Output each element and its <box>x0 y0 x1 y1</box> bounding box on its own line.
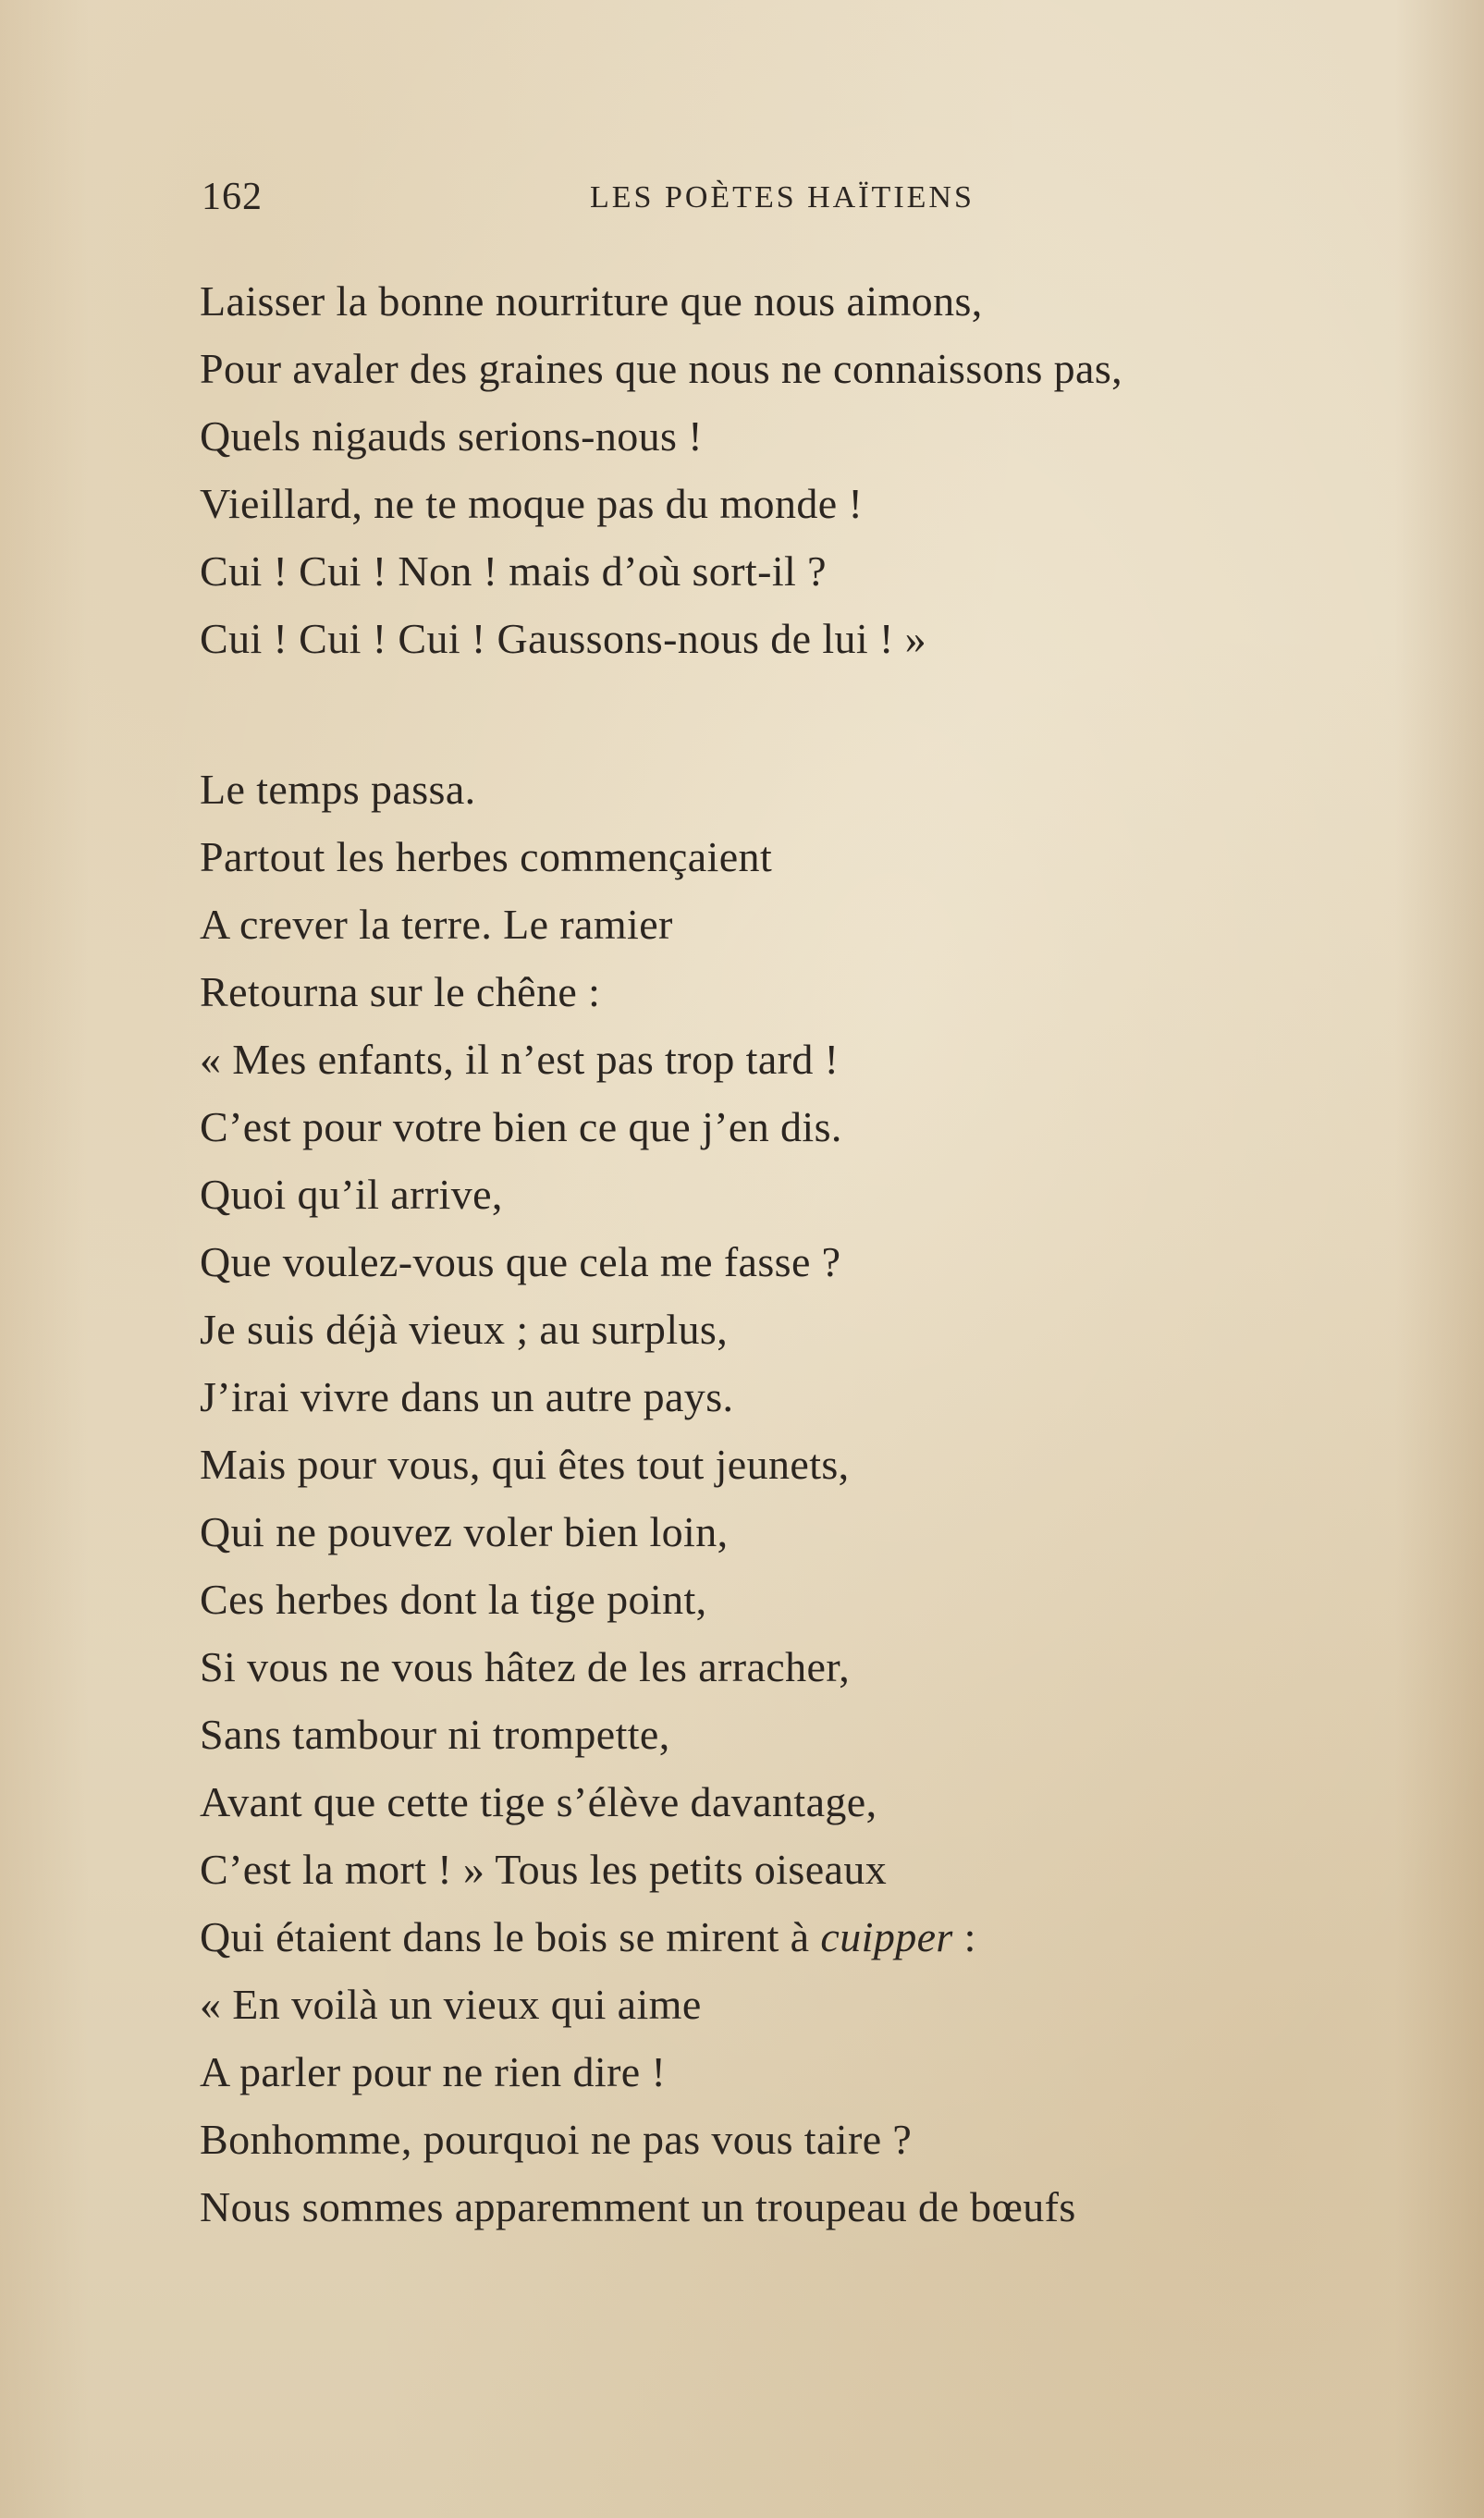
poem-line: Cui ! Cui ! Cui ! Gaussons-nous de lui ! » <box>200 615 926 662</box>
poem-line: Partout les herbes commençaient <box>200 833 773 880</box>
poem-line: Laisser la bonne nourriture que nous aimons, <box>200 277 983 325</box>
poem-line: Avant que cette tige s’élève davantage, <box>200 1778 877 1825</box>
italic-word: cuipper <box>820 1913 953 1960</box>
poem-line: Le temps passa. <box>200 766 476 813</box>
poem-line: Cui ! Cui ! Non ! mais d’où sort-il ? <box>200 547 827 595</box>
poem-line: Qui ne pouvez voler bien loin, <box>200 1508 729 1555</box>
poem-line: Retourna sur le chêne : <box>200 968 601 1015</box>
poem-line: A crever la terre. Le ramier <box>200 901 673 948</box>
poem-line: A parler pour ne rien dire ! <box>200 2048 667 2095</box>
poem-line: Nous sommes apparemment un troupeau de bœufs <box>200 2183 1076 2230</box>
running-title: LES POÈTES HAÏTIENS <box>590 180 975 215</box>
line-punctuation: : <box>952 1913 976 1960</box>
page-number: 162 <box>202 176 263 218</box>
poem-line-with-italic <box>200 1910 976 1965</box>
poem-line: Ces herbes dont la tige point, <box>200 1576 707 1623</box>
poem-line: J’irai vivre dans un autre pays. <box>200 1373 734 1420</box>
poem-line: Quels nigauds serions-nous ! <box>200 412 703 460</box>
poem-line: Si vous ne vous hâtez de les arracher, <box>200 1643 851 1690</box>
poem-line: Sans tambour ni trompette, <box>200 1711 670 1758</box>
poem-line: Bonhomme, pourquoi ne pas vous taire ? <box>200 2116 913 2163</box>
poem-line: Pour avaler des graines que nous ne connaissons pas, <box>200 345 1123 392</box>
poem-line: C’est pour votre bien ce que j’en dis. <box>200 1103 842 1150</box>
running-head <box>202 174 1034 220</box>
poem-line: Je suis déjà vieux ; au surplus, <box>200 1306 729 1353</box>
poem-line-text: Qui étaient dans le bois se mirent à <box>200 1913 810 1960</box>
poem-line: Mais pour vous, qui êtes tout jeunets, <box>200 1441 850 1488</box>
poem-line: C’est la mort ! » Tous les petits oiseaux <box>200 1846 888 1893</box>
poem-line: Quoi qu’il arrive, <box>200 1171 503 1218</box>
poem-line: Que voulez-vous que cela me fasse ? <box>200 1238 841 1285</box>
poem-line: « En voilà un vieux qui aime <box>200 1981 702 2028</box>
poem-line: « Mes enfants, il n’est pas trop tard ! <box>200 1036 840 1083</box>
poem-line: Vieillard, ne te moque pas du monde ! <box>200 480 864 527</box>
